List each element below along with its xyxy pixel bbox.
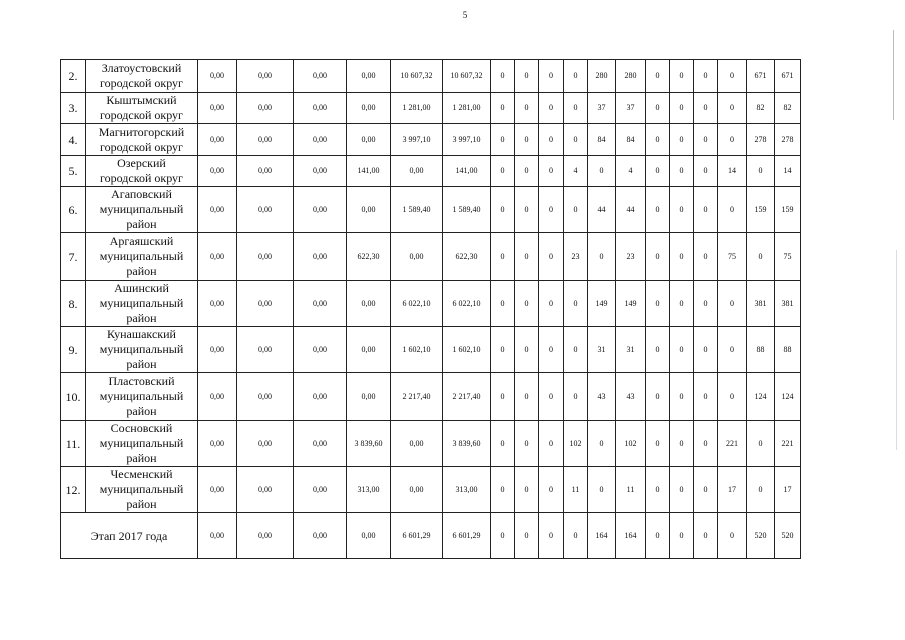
value-cell: 75	[718, 233, 747, 281]
value-cell: 0,00	[237, 156, 294, 187]
value-cell: 23	[616, 233, 646, 281]
total-value-cell: 0,00	[198, 513, 237, 559]
value-cell: 0,00	[391, 156, 443, 187]
municipality-name-line: городской округ	[100, 171, 183, 185]
total-value-cell: 0,00	[237, 513, 294, 559]
value-cell: 0,00	[347, 60, 391, 93]
row-number: 4.	[61, 124, 86, 156]
value-cell: 0	[564, 124, 588, 156]
value-cell: 0,00	[347, 281, 391, 327]
value-cell: 0,00	[294, 93, 347, 124]
table-row	[61, 467, 801, 513]
total-value-cell: 0	[718, 513, 747, 559]
municipality-name-line: район	[126, 357, 157, 371]
value-cell: 0	[515, 281, 539, 327]
value-cell: 88	[775, 327, 801, 373]
value-cell: 0	[539, 93, 564, 124]
total-value-cell: 0	[491, 513, 515, 559]
value-cell: 0	[646, 156, 670, 187]
value-cell: 0,00	[237, 187, 294, 233]
municipality-name-line: Ашинский	[114, 281, 169, 295]
value-cell: 0	[646, 93, 670, 124]
value-cell: 0	[564, 187, 588, 233]
value-cell: 0	[718, 93, 747, 124]
value-cell: 3 839,60	[347, 421, 391, 467]
value-cell: 0	[694, 187, 718, 233]
value-cell: 0	[588, 156, 616, 187]
value-cell: 0,00	[347, 124, 391, 156]
value-cell: 141,00	[347, 156, 391, 187]
value-cell: 0,00	[347, 187, 391, 233]
value-cell: 43	[588, 373, 616, 421]
municipality-name-line: Пластовский	[108, 374, 175, 388]
value-cell: 0,00	[391, 233, 443, 281]
row-number: 5.	[61, 156, 86, 187]
value-cell: 159	[747, 187, 775, 233]
table-row	[61, 233, 801, 281]
value-cell: 0	[515, 124, 539, 156]
municipality-name-line: муниципальный	[99, 296, 184, 310]
value-cell: 0	[747, 421, 775, 467]
value-cell: 10 607,32	[443, 60, 491, 93]
value-cell: 0	[718, 281, 747, 327]
value-cell: 0	[491, 373, 515, 421]
value-cell: 280	[588, 60, 616, 93]
value-cell: 141,00	[443, 156, 491, 187]
value-cell: 0	[515, 467, 539, 513]
municipality-name	[86, 327, 198, 373]
value-cell: 17	[775, 467, 801, 513]
value-cell: 0	[491, 93, 515, 124]
value-cell: 221	[775, 421, 801, 467]
value-cell: 149	[588, 281, 616, 327]
value-cell: 0	[491, 421, 515, 467]
value-cell: 0	[515, 93, 539, 124]
value-cell: 0,00	[237, 467, 294, 513]
total-value-cell: 0	[539, 513, 564, 559]
value-cell: 278	[747, 124, 775, 156]
table-row	[61, 124, 801, 156]
value-cell: 0,00	[198, 373, 237, 421]
value-cell: 0	[670, 60, 694, 93]
value-cell: 0	[694, 124, 718, 156]
value-cell: 381	[775, 281, 801, 327]
value-cell: 0	[588, 467, 616, 513]
table-row	[61, 373, 801, 421]
scan-mark	[896, 250, 897, 450]
total-value-cell: 520	[775, 513, 801, 559]
municipality-name-line: район	[126, 217, 157, 231]
value-cell: 221	[718, 421, 747, 467]
value-cell: 0,00	[237, 93, 294, 124]
value-cell: 0	[646, 60, 670, 93]
value-cell: 23	[564, 233, 588, 281]
value-cell: 0,00	[198, 281, 237, 327]
value-cell: 44	[616, 187, 646, 233]
value-cell: 82	[775, 93, 801, 124]
value-cell: 0	[588, 421, 616, 467]
value-cell: 84	[588, 124, 616, 156]
value-cell: 0	[539, 467, 564, 513]
municipality-name	[86, 233, 198, 281]
value-cell: 44	[588, 187, 616, 233]
total-value-cell: 520	[747, 513, 775, 559]
municipality-name-line: Сосновский	[110, 421, 173, 435]
value-cell: 0	[718, 187, 747, 233]
value-cell: 1 602,10	[391, 327, 443, 373]
total-value-cell: 0	[670, 513, 694, 559]
municipality-name-line: муниципальный	[99, 389, 184, 403]
value-cell: 0	[718, 124, 747, 156]
value-cell: 0,00	[294, 373, 347, 421]
table-row	[61, 421, 801, 467]
municipality-name-line: Агаповский	[111, 187, 172, 201]
value-cell: 0	[588, 233, 616, 281]
value-cell: 0	[670, 233, 694, 281]
value-cell: 278	[775, 124, 801, 156]
value-cell: 0	[670, 327, 694, 373]
value-cell: 159	[775, 187, 801, 233]
value-cell: 0,00	[294, 156, 347, 187]
value-cell: 0	[747, 467, 775, 513]
value-cell: 84	[616, 124, 646, 156]
value-cell: 0	[491, 467, 515, 513]
value-cell: 17	[718, 467, 747, 513]
municipality-name-line: Аргаяшский	[109, 234, 174, 248]
value-cell: 82	[747, 93, 775, 124]
value-cell: 37	[588, 93, 616, 124]
value-cell: 0	[670, 187, 694, 233]
row-number: 12.	[61, 467, 86, 513]
municipality-name-line: муниципальный	[99, 436, 184, 450]
value-cell: 0	[491, 233, 515, 281]
value-cell: 0	[491, 124, 515, 156]
municipality-name	[86, 156, 198, 187]
value-cell: 0	[718, 327, 747, 373]
value-cell: 0	[670, 373, 694, 421]
municipality-name	[86, 124, 198, 156]
value-cell: 0,00	[347, 373, 391, 421]
value-cell: 0	[670, 281, 694, 327]
total-value-cell: 0	[694, 513, 718, 559]
municipality-name-line: Чесменский	[110, 467, 173, 481]
total-value-cell: 6 601,29	[443, 513, 491, 559]
municipality-name-line: городской округ	[100, 76, 183, 90]
value-cell: 0	[646, 467, 670, 513]
value-cell: 0,00	[237, 373, 294, 421]
value-cell: 0	[564, 93, 588, 124]
value-cell: 0	[694, 421, 718, 467]
municipality-name-line: Кыштымский	[106, 93, 177, 107]
value-cell: 0	[515, 373, 539, 421]
value-cell: 0,00	[391, 467, 443, 513]
value-cell: 0	[646, 373, 670, 421]
value-cell: 0	[564, 281, 588, 327]
table-row	[61, 156, 801, 187]
value-cell: 0	[694, 60, 718, 93]
value-cell: 280	[616, 60, 646, 93]
municipality-name-line: район	[126, 497, 157, 511]
value-cell: 0	[539, 124, 564, 156]
value-cell: 10 607,32	[391, 60, 443, 93]
value-cell: 6 022,10	[443, 281, 491, 327]
value-cell: 0	[694, 327, 718, 373]
value-cell: 0	[718, 60, 747, 93]
row-number: 10.	[61, 373, 86, 421]
value-cell: 1 589,40	[443, 187, 491, 233]
value-cell: 88	[747, 327, 775, 373]
value-cell: 0	[646, 187, 670, 233]
municipality-name-line: Кунашакский	[107, 327, 176, 341]
value-cell: 0,00	[198, 60, 237, 93]
value-cell: 0,00	[198, 93, 237, 124]
total-value-cell: 0	[646, 513, 670, 559]
municipality-name	[86, 421, 198, 467]
table-row	[61, 60, 801, 93]
value-cell: 3 839,60	[443, 421, 491, 467]
value-cell: 0,00	[237, 60, 294, 93]
value-cell: 622,30	[347, 233, 391, 281]
value-cell: 622,30	[443, 233, 491, 281]
value-cell: 0	[515, 421, 539, 467]
data-table	[60, 59, 801, 559]
municipality-name-line: муниципальный	[99, 249, 184, 263]
municipality-name-line: муниципальный	[99, 482, 184, 496]
total-label: Этап 2017 года	[61, 513, 198, 559]
row-number: 11.	[61, 421, 86, 467]
value-cell: 0,00	[294, 281, 347, 327]
value-cell: 0,00	[294, 60, 347, 93]
row-number: 7.	[61, 233, 86, 281]
municipality-name	[86, 281, 198, 327]
table-body	[61, 60, 801, 559]
value-cell: 0	[491, 187, 515, 233]
value-cell: 0	[539, 233, 564, 281]
table-row	[61, 327, 801, 373]
scan-mark	[893, 30, 894, 120]
value-cell: 0,00	[237, 124, 294, 156]
value-cell: 0	[491, 281, 515, 327]
row-number: 9.	[61, 327, 86, 373]
total-value-cell: 0	[564, 513, 588, 559]
value-cell: 0,00	[294, 467, 347, 513]
value-cell: 1 602,10	[443, 327, 491, 373]
value-cell: 0,00	[294, 421, 347, 467]
value-cell: 124	[775, 373, 801, 421]
value-cell: 124	[747, 373, 775, 421]
value-cell: 0	[491, 60, 515, 93]
value-cell: 0	[539, 60, 564, 93]
municipality-name-line: район	[126, 404, 157, 418]
value-cell: 0,00	[198, 124, 237, 156]
value-cell: 14	[718, 156, 747, 187]
municipality-name	[86, 467, 198, 513]
value-cell: 0	[670, 93, 694, 124]
value-cell: 1 281,00	[391, 93, 443, 124]
value-cell: 2 217,40	[443, 373, 491, 421]
value-cell: 102	[564, 421, 588, 467]
value-cell: 0,00	[391, 421, 443, 467]
value-cell: 0	[515, 327, 539, 373]
municipality-name-line: район	[126, 451, 157, 465]
municipality-name-line: Озерский	[117, 156, 166, 170]
value-cell: 0,00	[237, 421, 294, 467]
value-cell: 3 997,10	[391, 124, 443, 156]
value-cell: 0	[670, 421, 694, 467]
value-cell: 0	[670, 156, 694, 187]
value-cell: 0	[670, 467, 694, 513]
value-cell: 0,00	[198, 327, 237, 373]
value-cell: 0	[539, 373, 564, 421]
value-cell: 75	[775, 233, 801, 281]
value-cell: 4	[616, 156, 646, 187]
total-value-cell: 0,00	[294, 513, 347, 559]
municipality-name	[86, 60, 198, 93]
value-cell: 0	[515, 233, 539, 281]
value-cell: 6 022,10	[391, 281, 443, 327]
total-value-cell: 164	[616, 513, 646, 559]
table-row	[61, 281, 801, 327]
value-cell: 31	[588, 327, 616, 373]
value-cell: 313,00	[443, 467, 491, 513]
value-cell: 0	[646, 327, 670, 373]
value-cell: 313,00	[347, 467, 391, 513]
municipality-name-line: городской округ	[100, 139, 183, 154]
value-cell: 0	[747, 233, 775, 281]
municipality-name-line: Магнитогорский	[98, 124, 185, 139]
value-cell: 31	[616, 327, 646, 373]
value-cell: 671	[775, 60, 801, 93]
municipality-name-line: район	[126, 264, 157, 278]
table-row	[61, 187, 801, 233]
value-cell: 0	[491, 327, 515, 373]
value-cell: 11	[616, 467, 646, 513]
municipality-name	[86, 373, 198, 421]
municipality-name-line: муниципальный	[99, 202, 184, 216]
value-cell: 0,00	[347, 93, 391, 124]
value-cell: 0	[646, 233, 670, 281]
value-cell: 0	[539, 187, 564, 233]
value-cell: 14	[775, 156, 801, 187]
value-cell: 102	[616, 421, 646, 467]
value-cell: 0	[694, 467, 718, 513]
row-number: 2.	[61, 60, 86, 93]
value-cell: 149	[616, 281, 646, 327]
total-row	[61, 513, 801, 559]
value-cell: 0	[670, 124, 694, 156]
value-cell: 0,00	[237, 327, 294, 373]
value-cell: 0,00	[198, 156, 237, 187]
municipality-name-line: район	[126, 311, 157, 325]
value-cell: 0,00	[198, 233, 237, 281]
value-cell: 0	[515, 60, 539, 93]
municipality-name	[86, 187, 198, 233]
value-cell: 4	[564, 156, 588, 187]
value-cell: 0	[564, 60, 588, 93]
value-cell: 0,00	[198, 421, 237, 467]
municipality-name	[86, 93, 198, 124]
total-value-cell: 0	[515, 513, 539, 559]
value-cell: 0	[646, 124, 670, 156]
value-cell: 0	[646, 281, 670, 327]
value-cell: 0,00	[237, 233, 294, 281]
value-cell: 0,00	[294, 233, 347, 281]
value-cell: 0	[694, 281, 718, 327]
value-cell: 3 997,10	[443, 124, 491, 156]
value-cell: 0	[539, 156, 564, 187]
value-cell: 671	[747, 60, 775, 93]
value-cell: 0,00	[294, 124, 347, 156]
table-row	[61, 93, 801, 124]
value-cell: 0	[539, 281, 564, 327]
value-cell: 0	[564, 327, 588, 373]
municipality-name-line: муниципальный	[99, 342, 184, 356]
value-cell: 0	[718, 373, 747, 421]
value-cell: 2 217,40	[391, 373, 443, 421]
total-value-cell: 164	[588, 513, 616, 559]
row-number: 6.	[61, 187, 86, 233]
value-cell: 0,00	[294, 327, 347, 373]
value-cell: 1 589,40	[391, 187, 443, 233]
value-cell: 0	[694, 373, 718, 421]
row-number: 3.	[61, 93, 86, 124]
value-cell: 37	[616, 93, 646, 124]
value-cell: 0	[564, 373, 588, 421]
value-cell: 0	[515, 156, 539, 187]
value-cell: 0	[515, 187, 539, 233]
value-cell: 0,00	[347, 327, 391, 373]
value-cell: 0,00	[294, 187, 347, 233]
value-cell: 0	[539, 421, 564, 467]
value-cell: 11	[564, 467, 588, 513]
value-cell: 1 281,00	[443, 93, 491, 124]
value-cell: 0	[694, 156, 718, 187]
value-cell: 0	[539, 327, 564, 373]
value-cell: 43	[616, 373, 646, 421]
value-cell: 0,00	[198, 187, 237, 233]
value-cell: 0,00	[237, 281, 294, 327]
municipality-name-line: городской округ	[100, 108, 183, 122]
value-cell: 381	[747, 281, 775, 327]
row-number: 8.	[61, 281, 86, 327]
value-cell: 0	[646, 421, 670, 467]
value-cell: 0	[491, 156, 515, 187]
total-value-cell: 0,00	[347, 513, 391, 559]
municipality-name-line: Златоустовский	[101, 61, 182, 75]
value-cell: 0	[694, 233, 718, 281]
value-cell: 0,00	[198, 467, 237, 513]
value-cell: 0	[747, 156, 775, 187]
page-number: 5	[462, 10, 468, 20]
value-cell: 0	[694, 93, 718, 124]
total-value-cell: 6 601,29	[391, 513, 443, 559]
